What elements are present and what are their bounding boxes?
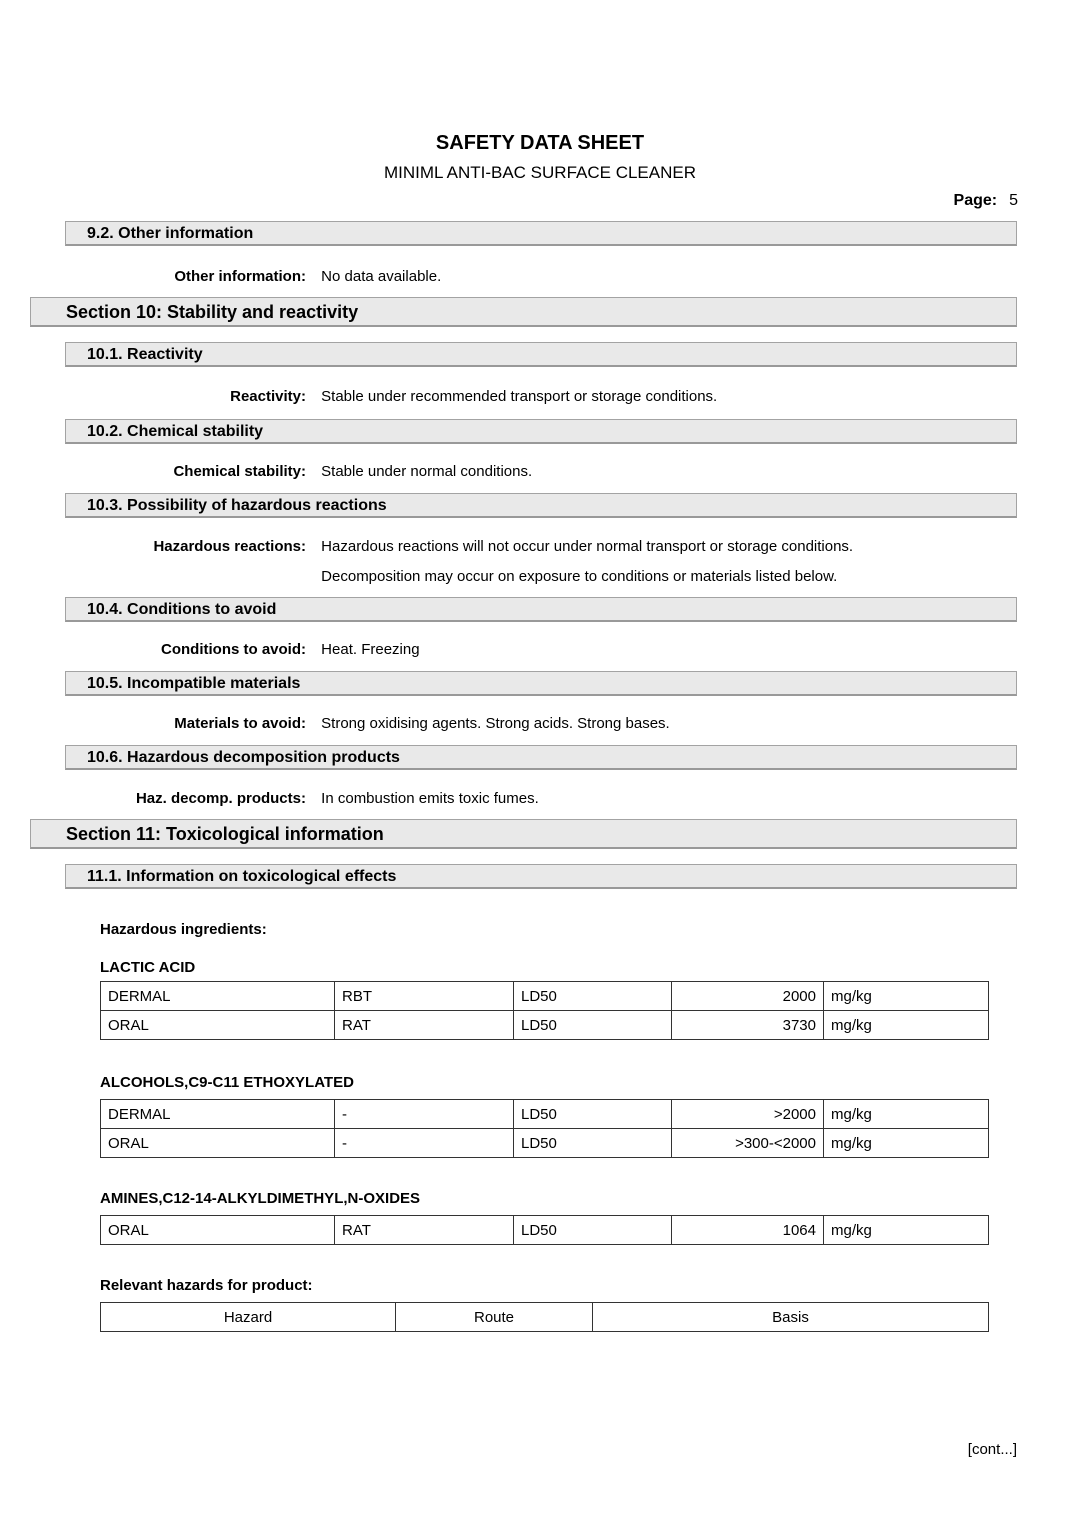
value-cell: 2000	[672, 982, 824, 1011]
species-cell: -	[335, 1100, 514, 1129]
value-cell: >2000	[672, 1100, 824, 1129]
table-row	[101, 1011, 989, 1040]
unit-cell: mg/kg	[824, 1129, 989, 1158]
page-label: Page:	[953, 192, 998, 209]
ingredient-name-alcohols: ALCOHOLS,C9-C11 ETHOXYLATED	[100, 1074, 354, 1091]
route-cell: ORAL	[101, 1011, 335, 1040]
route-cell: DERMAL	[101, 982, 335, 1011]
section-header-9-2: 9.2. Other information	[65, 221, 1017, 246]
field-chemical-stability	[0, 463, 1080, 481]
field-other-information	[0, 268, 1080, 286]
species-cell: RAT	[335, 1011, 514, 1040]
relevant-hazards-table	[100, 1302, 989, 1332]
ld50-table-amines	[100, 1215, 989, 1245]
section-header-11: Section 11: Toxicological information	[30, 819, 1017, 849]
basis-column-header: Basis	[593, 1303, 989, 1332]
field-hazardous-reactions	[0, 538, 1080, 586]
ld50-table-lactic-acid	[100, 981, 989, 1040]
section-header-10-3: 10.3. Possibility of hazardous reactions	[65, 493, 1017, 518]
field-value-line-1: Hazardous reactions will not occur under normal transport or storage conditions.	[321, 538, 854, 555]
field-label: Reactivity:	[230, 388, 306, 405]
test-cell: LD50	[514, 1100, 672, 1129]
field-value: Heat. Freezing	[321, 641, 420, 658]
field-label: Conditions to avoid:	[161, 641, 306, 658]
field-value: Stable under recommended transport or storage conditions.	[321, 388, 718, 405]
value-cell: 3730	[672, 1011, 824, 1040]
ingredient-name-lactic-acid: LACTIC ACID	[100, 959, 196, 976]
route-cell: DERMAL	[101, 1100, 335, 1129]
table-row	[101, 982, 989, 1011]
value-cell: 1064	[672, 1216, 824, 1245]
field-value: In combustion emits toxic fumes.	[321, 790, 539, 807]
page-indicator	[0, 191, 1080, 210]
field-label: Materials to avoid:	[174, 715, 306, 732]
field-materials-to-avoid	[0, 715, 1080, 733]
section-header-10-2: 10.2. Chemical stability	[65, 419, 1017, 444]
unit-cell: mg/kg	[824, 982, 989, 1011]
species-cell: RAT	[335, 1216, 514, 1245]
hazard-column-header: Hazard	[101, 1303, 396, 1332]
test-cell: LD50	[514, 1129, 672, 1158]
table-header-row	[101, 1303, 989, 1332]
test-cell: LD50	[514, 1216, 672, 1245]
continuation-marker: [cont...]	[967, 1441, 1017, 1458]
ld50-table-alcohols	[100, 1099, 989, 1158]
field-value: Stable under normal conditions.	[321, 463, 533, 480]
route-cell: ORAL	[101, 1129, 335, 1158]
relevant-hazards-heading: Relevant hazards for product:	[100, 1277, 313, 1294]
field-value: No data available.	[321, 268, 442, 285]
document-title: SAFETY DATA SHEET	[435, 132, 645, 154]
page-number: 5	[1009, 192, 1018, 209]
section-header-10-5: 10.5. Incompatible materials	[65, 671, 1017, 696]
section-header-10-6: 10.6. Hazardous decomposition products	[65, 745, 1017, 770]
value-cell: >300-<2000	[672, 1129, 824, 1158]
field-label: Chemical stability:	[173, 463, 306, 480]
field-value-line-2: Decomposition may occur on exposure to conditions or materials listed below.	[321, 568, 838, 585]
table-row	[101, 1100, 989, 1129]
section-header-10-1: 10.1. Reactivity	[65, 342, 1017, 367]
field-label: Other information:	[174, 268, 306, 285]
field-reactivity	[0, 388, 1080, 406]
species-cell: RBT	[335, 982, 514, 1011]
field-value: Strong oxidising agents. Strong acids. Strong bases.	[321, 715, 670, 732]
unit-cell: mg/kg	[824, 1011, 989, 1040]
product-name: MINIML ANTI-BAC SURFACE CLEANER	[383, 163, 697, 182]
field-value	[321, 538, 853, 586]
field-haz-decomp-products	[0, 790, 1080, 808]
species-cell: -	[335, 1129, 514, 1158]
unit-cell: mg/kg	[824, 1216, 989, 1245]
route-cell: ORAL	[101, 1216, 335, 1245]
unit-cell: mg/kg	[824, 1100, 989, 1129]
table-row	[101, 1216, 989, 1245]
test-cell: LD50	[514, 1011, 672, 1040]
table-row	[101, 1129, 989, 1158]
section-header-10-4: 10.4. Conditions to avoid	[65, 597, 1017, 622]
field-label: Haz. decomp. products:	[135, 790, 306, 807]
field-label: Hazardous reactions:	[153, 538, 306, 555]
route-column-header: Route	[396, 1303, 593, 1332]
ingredient-name-amines: AMINES,C12-14-ALKYLDIMETHYL,N-OXIDES	[100, 1190, 421, 1207]
field-conditions-to-avoid	[0, 641, 1080, 659]
section-header-11-1: 11.1. Information on toxicological effects	[65, 864, 1017, 889]
section-header-10: Section 10: Stability and reactivity	[30, 297, 1017, 327]
hazardous-ingredients-heading: Hazardous ingredients:	[100, 921, 267, 938]
test-cell: LD50	[514, 982, 672, 1011]
